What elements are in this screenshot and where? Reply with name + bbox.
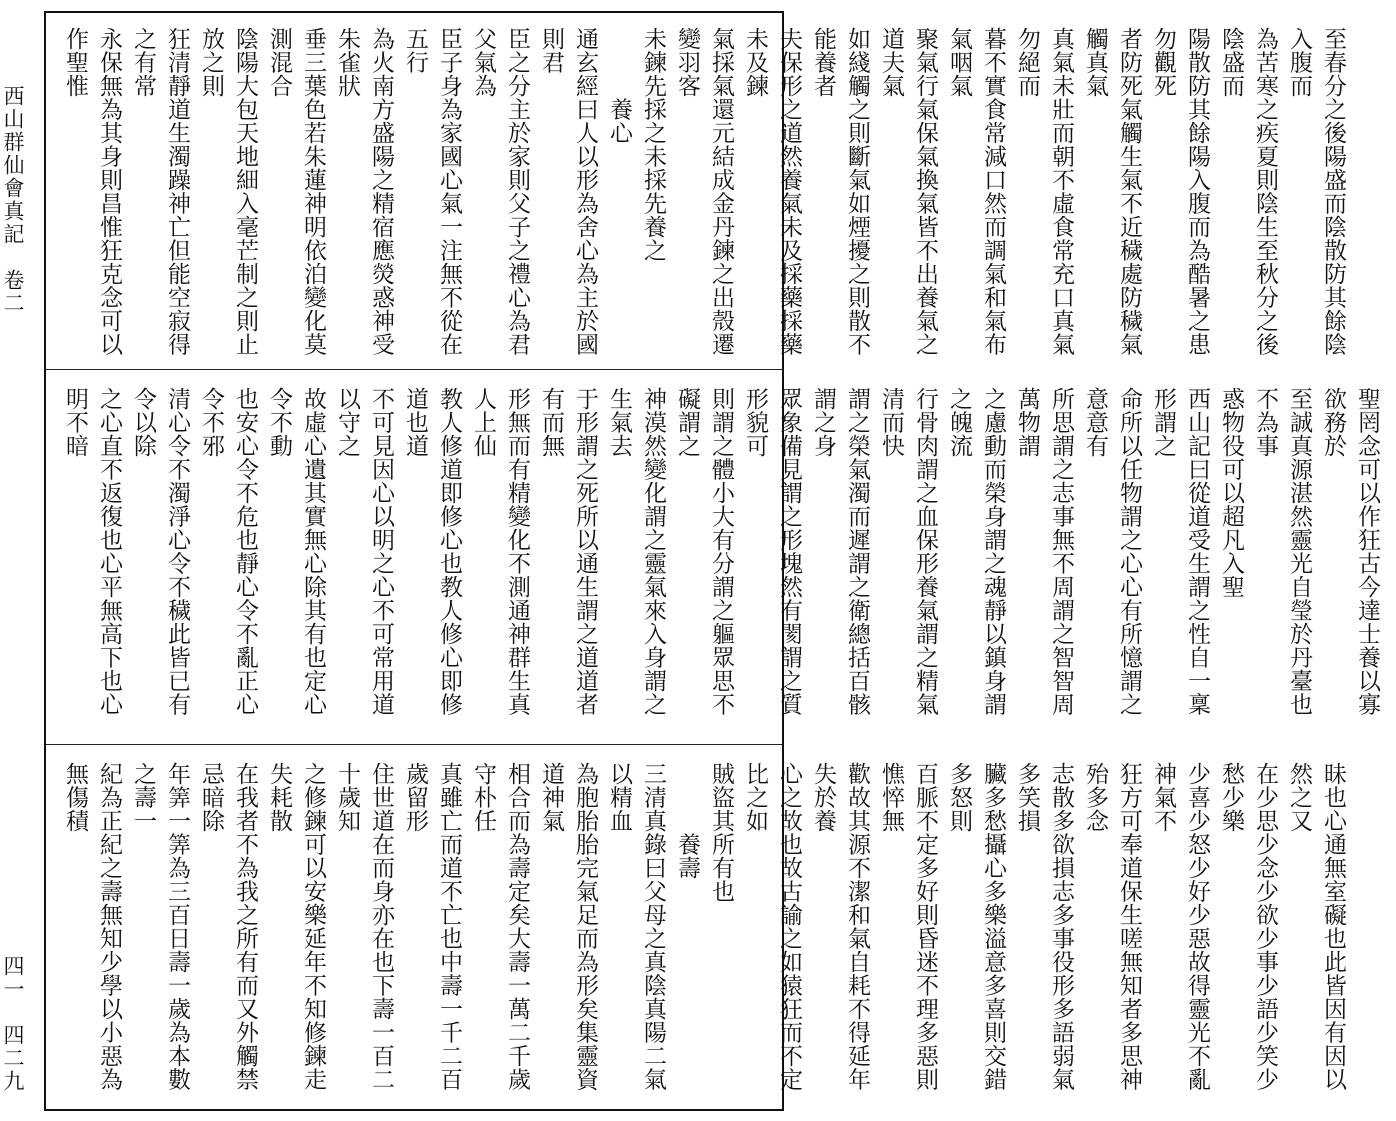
text-column: 之慮動而榮身謂之魂靜以鎮身謂之魄流 <box>946 387 1006 716</box>
text-column: 行骨肉謂之血保形養氣謂之精氣清而快 <box>878 387 938 716</box>
text-column: 永保無為其身則昌惟狂克念可以作聖惟 <box>62 27 122 356</box>
text-column: 謂之榮氣濁而遲謂之衛總括百骸謂之身 <box>810 387 870 716</box>
text-column: 神漠然變化謂之靈氣來入身謂之生氣去 <box>606 387 666 716</box>
text-column: 紀為正紀之壽無知少學以小惡為無傷積 <box>62 762 122 1091</box>
text-column: 陰陽大包天地細入毫芒制之則止放之則 <box>198 27 258 356</box>
text-column: 陽散防其餘陽入腹而為酷暑之患勿觀死 <box>1150 27 1210 356</box>
text-column: 在少思少念少欲少事少語少笑少愁少樂 <box>1218 762 1278 1091</box>
text-column: 垂三葉色若朱蓮神明依泊變化莫測混合 <box>266 27 326 356</box>
text-column: 聚氣行氣保氣換氣皆不出養氣之道夫氣 <box>878 27 938 356</box>
text-column: 養心 <box>606 27 632 145</box>
text-column: 相合而為壽定矣大壽一萬二千歲守朴任 <box>470 762 530 1091</box>
text-column: 為火南方盛陽之精宿應熒惑神受朱雀狀 <box>334 27 394 356</box>
text-column: 未鍊先採之未採先養之 <box>640 27 666 262</box>
panel-divider <box>46 369 782 370</box>
text-column: 臣之分主於家則父子之禮心為君父氣為 <box>470 27 530 356</box>
text-column: 百脈不定多好則昏迷不理多惡則憔悴無 <box>878 762 938 1091</box>
text-column: 住世道在而身亦在也下壽一百二十歲知 <box>334 762 394 1091</box>
text-column: 者防死氣觸生氣不近穢處防穢氣觸真氣 <box>1082 27 1142 356</box>
text-column: 至誠真源湛然靈光自瑩於丹臺也不為事 <box>1252 387 1312 716</box>
text-column: 清心令不濁淨心令不穢此皆已有令以除 <box>130 387 190 716</box>
text-column: 惑物役可以超凡入聖 <box>1218 387 1244 599</box>
text-column: 之修鍊可以安樂延年不知修鍊走失耗散 <box>266 762 326 1091</box>
text-column: 夫保形之道然養氣未及採藥採藥未及鍊 <box>742 27 802 356</box>
text-columns <box>46 13 1362 368</box>
text-column: 昧也心通無室礙也此皆因有因以然之又 <box>1286 762 1346 1091</box>
book-title-margin: 西山群仙會真記 卷二 <box>1 85 25 315</box>
text-column: 西山記曰從道受生謂之性自一稟形謂之 <box>1150 387 1210 716</box>
text-column: 真氣未壯而朝不虛食常充口真氣勿絕而 <box>1014 27 1074 356</box>
text-column: 臟多愁攝心多樂溢意多喜則交錯多怒則 <box>946 762 1006 1091</box>
text-column: 聖罔念可以作狂古今達士養以寡欲務於 <box>1320 387 1380 716</box>
text-columns <box>46 373 1396 743</box>
text-column: 歡故其源不潔和氣自耗不得延年失於養 <box>810 762 870 1091</box>
text-column: 故虛心遺其實無心除其有也定心令不動 <box>266 387 326 716</box>
text-panel-middle <box>46 373 1380 743</box>
page-number-margin: 四一 四二九 <box>1 955 25 1093</box>
text-columns <box>46 748 1362 1109</box>
text-column: 養壽 <box>674 762 700 880</box>
text-panel-upper <box>46 13 1346 368</box>
text-column: 為苦寒之疾夏則陰生至秋分之後陰盛而 <box>1218 27 1278 356</box>
text-column: 少喜少怒少好少惡故得靈光不亂神氣不 <box>1150 762 1210 1091</box>
text-column: 之心直不返復也心平無高下也心明不暗 <box>62 387 122 716</box>
text-column: 教人修道即修心也教人修心即修道也道 <box>402 387 462 716</box>
text-column: 為胞胎胎完氣足而為形矣集靈資道神氣 <box>538 762 598 1091</box>
text-column: 形無而有精變化不測通神群生真人上仙 <box>470 387 530 716</box>
text-column: 狂方可奉道保生嗟無知者多思神殆多念 <box>1082 762 1142 1091</box>
text-column: 暮不實食常減口然而調氣和氣布氣咽氣 <box>946 27 1006 356</box>
text-column: 通玄經曰人以形為舍心為主於國則君 <box>538 27 598 356</box>
text-column: 三清真錄曰父母之真陰真陽二氣以精血 <box>606 762 666 1091</box>
text-column: 賊盜其所有也 <box>708 762 734 903</box>
text-column: 則謂之體小大有分謂之軀眾思不礙謂之 <box>674 387 734 716</box>
text-column: 至春分之後陽盛而陰散防其餘陰入腹而 <box>1286 27 1346 356</box>
text-column: 不可見因心以明之心不可常用道以守之 <box>334 387 394 716</box>
text-column: 心之故也故古諭之如猿狂而不定比之如 <box>742 762 802 1091</box>
text-column: 年筭一筭為三百日壽一歲為本數之壽一 <box>130 762 190 1091</box>
text-column: 狂清靜道生濁躁神亡但能空寂得之有常 <box>130 27 190 356</box>
text-panel-lower <box>46 748 1346 1109</box>
text-column: 眾象備見謂之形塊然有閡謂之質形貌可 <box>742 387 802 716</box>
text-column: 真雖亡而道不亡也中壽一千二百歲留形 <box>402 762 462 1091</box>
text-column: 在我者不為我之所有而又外觸禁忌暗除 <box>198 762 258 1091</box>
panel-divider <box>46 744 782 745</box>
text-column: 于形謂之死所以通生謂之道道者有而無 <box>538 387 598 716</box>
text-column: 也安心令不危也靜心令不亂正心令不邪 <box>198 387 258 716</box>
text-column: 志散多欲損志多事役形多語弱氣多笑損 <box>1014 762 1074 1091</box>
text-column: 臣子身為家國心氣一注無不從在五行 <box>402 27 462 356</box>
text-column: 所思謂之志事無不周謂之智智周萬物謂 <box>1014 387 1074 716</box>
text-column: 命所以任物謂之心心有所憶謂之意意有 <box>1082 387 1142 716</box>
text-column: 氣採氣還元結成金丹鍊之出殼遷變羽客 <box>674 27 734 356</box>
text-column: 如綫觸之則斷氣如煙擾之則散不能養者 <box>810 27 870 356</box>
